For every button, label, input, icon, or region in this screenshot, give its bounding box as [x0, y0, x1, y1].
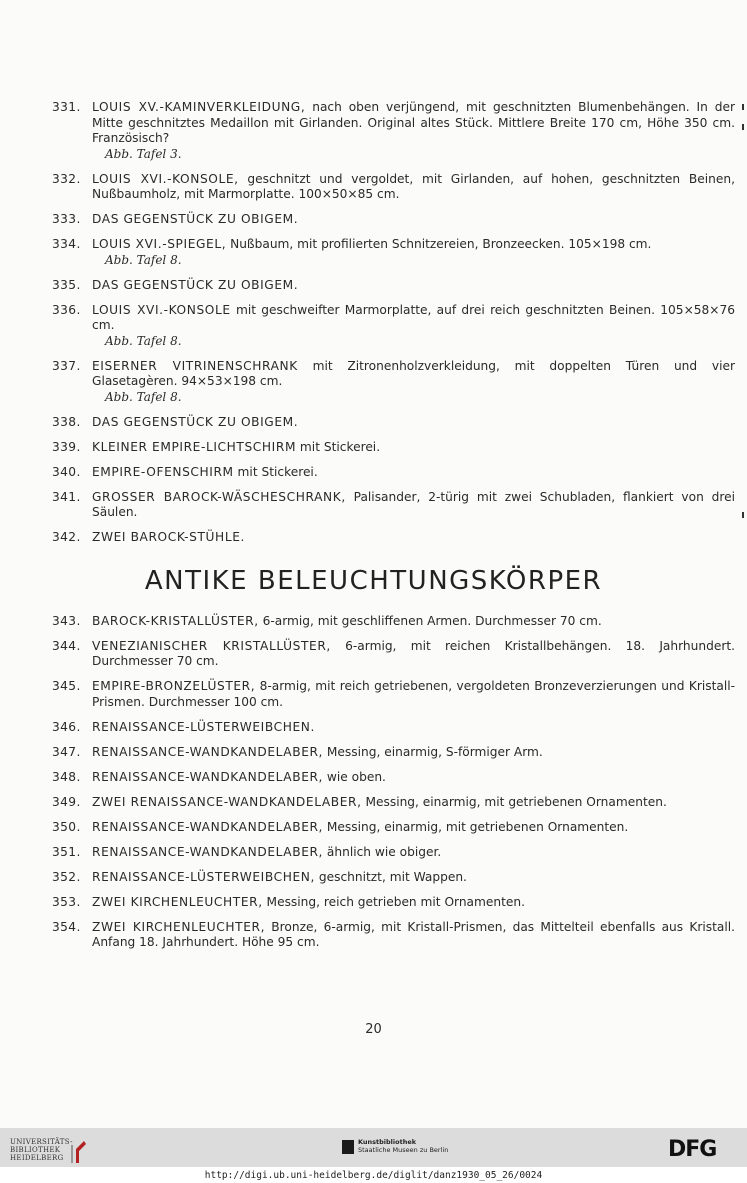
- entry-number: 340.: [52, 464, 81, 479]
- entry-number: 354.: [52, 919, 81, 934]
- university-library-logo[interactable]: [10, 1138, 73, 1162]
- entry-title: BAROCK-KRISTALLÜSTER,: [92, 613, 259, 628]
- entry-title: LOUIS XVI.-KONSOLE,: [92, 171, 239, 186]
- entry-title: RENAISSANCE-WANDKANDELABER,: [92, 844, 324, 859]
- entry-title: DAS GEGENSTÜCK ZU OBIGEM.: [92, 277, 299, 292]
- catalog-entry: [0, 795, 747, 811]
- entry-number: 348.: [52, 769, 81, 784]
- edge-mark: [742, 512, 744, 518]
- kunstbibliothek-logo[interactable]: [358, 1138, 448, 1154]
- entry-description: ähnlich wie obiger.: [323, 844, 442, 859]
- catalog-entry: [0, 415, 747, 431]
- entry-title: LOUIS XVI.-KONSOLE: [92, 302, 231, 317]
- furniture-entries: [0, 100, 747, 546]
- entry-number: 347.: [52, 744, 81, 759]
- entry-title: DAS GEGENSTÜCK ZU OBIGEM.: [92, 414, 299, 429]
- kb-line1: Kunstbibliothek: [358, 1138, 417, 1146]
- entry-number: 353.: [52, 894, 81, 909]
- entry-number: 352.: [52, 869, 81, 884]
- entry-description: nach oben verjüngend, mit geschnitzten Blumenbehängen. In der Mitte geschnitztes Medaillon mit Girlanden. Original altes Stück. Mittlere Breite 170 cm, Höhe 350 cm. Französisch?: [92, 100, 735, 145]
- entry-plate-reference: Abb. Tafel 8.: [105, 252, 182, 267]
- edge-mark: [742, 124, 744, 130]
- catalog-entry: [0, 820, 747, 836]
- entry-title: RENAISSANCE-WANDKANDELABER,: [92, 769, 324, 784]
- entry-number: 337.: [52, 358, 81, 373]
- catalog-entry: [0, 870, 747, 886]
- catalog-entry: [0, 920, 747, 951]
- entry-number: 346.: [52, 719, 81, 734]
- entry-title: RENAISSANCE-LÜSTERWEIBCHEN,: [92, 869, 315, 884]
- source-url[interactable]: http://digi.ub.uni-heidelberg.de/diglit/danz1930_05_26/0024: [204, 1170, 543, 1181]
- lighting-entries: [0, 614, 747, 951]
- entry-title: DAS GEGENSTÜCK ZU OBIGEM.: [92, 212, 299, 226]
- entry-number: 331.: [52, 100, 81, 114]
- entry-description: 6-armig, mit geschliffenen Armen. Durchmesser 70 cm.: [258, 613, 602, 628]
- catalog-entry: [0, 100, 747, 162]
- entry-number: 334.: [52, 237, 81, 251]
- entry-number: 335.: [52, 277, 81, 292]
- entry-description: mit Zitronenholzverkleidung, mit doppelten Türen und vier Glasetagèren. 94×53×198 cm.: [92, 358, 736, 388]
- entry-title: LOUIS XV.-KAMINVERKLEIDUNG,: [92, 100, 306, 114]
- entry-plate-reference: Abb. Tafel 8.: [105, 333, 182, 348]
- entry-title: ZWEI RENAISSANCE-WANDKANDELABER,: [92, 794, 362, 809]
- catalog-entry: [0, 212, 747, 228]
- entry-description: mit geschweifter Marmorplatte, auf drei reich geschnitzten Beinen. 105×58×76 cm.: [92, 302, 736, 332]
- entry-description: Messing, reich getrieben mit Ornamenten.: [262, 894, 525, 909]
- entry-title: RENAISSANCE-WANDKANDELABER,: [92, 819, 324, 834]
- edge-mark: [742, 104, 744, 110]
- catalog-entry: [0, 614, 747, 630]
- entry-number: 338.: [52, 414, 81, 429]
- catalog-entry: [0, 745, 747, 761]
- entry-number: 351.: [52, 844, 81, 859]
- entry-description: Nußbaum, mit profilierten Schnitzereien, Bronzeecken. 105×198 cm.: [226, 237, 652, 251]
- entry-title: LOUIS XVI.-SPIEGEL,: [92, 237, 227, 251]
- section-heading: ANTIKE BELEUCHTUNGSKÖRPER: [144, 565, 603, 596]
- footer-band: [0, 1128, 747, 1167]
- catalog-entry: [0, 490, 747, 521]
- kb-line2: Staatliche Museen zu Berlin: [358, 1146, 449, 1154]
- entry-title: ZWEI KIRCHENLEUCHTER,: [92, 894, 263, 909]
- entry-description: geschnitzt und vergoldet, mit Girlanden, auf hohen, geschnitzten Beinen, Nußbaumholz, mit Marmorplatte. 100×50×85 cm.: [92, 171, 735, 201]
- entry-number: 333.: [52, 212, 81, 226]
- entry-title: ZWEI KIRCHENLEUCHTER,: [92, 919, 266, 934]
- catalog-entry: [0, 679, 747, 710]
- entry-description: geschnitzt, mit Wappen.: [315, 869, 467, 884]
- catalog-entry: [0, 770, 747, 786]
- catalog-entry: [0, 530, 747, 546]
- entry-number: 344.: [52, 638, 81, 653]
- catalog-entry: [0, 895, 747, 911]
- dfg-logo[interactable]: DFG: [668, 1137, 717, 1162]
- catalog-entry: [0, 172, 747, 203]
- entry-number: 345.: [52, 679, 81, 693]
- entry-number: 343.: [52, 613, 81, 628]
- entry-list: [0, 100, 747, 960]
- uni-line1: UNIVERSITÄTS-: [10, 1138, 73, 1146]
- entry-plate-reference: Abb. Tafel 3.: [105, 146, 182, 161]
- entry-description: wie oben.: [323, 769, 386, 784]
- entry-plate-reference: Abb. Tafel 8.: [105, 389, 182, 404]
- catalog-entry: [0, 639, 747, 670]
- catalog-entry: [0, 303, 747, 350]
- page-number: 20: [365, 1022, 382, 1037]
- catalog-entry: [0, 720, 747, 736]
- entry-title: RENAISSANCE-LÜSTERWEIBCHEN.: [92, 719, 315, 734]
- entry-title: ZWEI BAROCK-STÜHLE.: [92, 530, 245, 544]
- entry-title: EMPIRE-OFENSCHIRM: [92, 464, 234, 479]
- uni-line3: HEIDELBERG: [10, 1154, 64, 1162]
- entry-number: 342.: [52, 530, 81, 544]
- catalog-entry: [0, 237, 747, 268]
- entry-description: Messing, einarmig, S-förmiger Arm.: [323, 744, 543, 759]
- entry-number: 332.: [52, 171, 81, 186]
- entry-title: KLEINER EMPIRE-LICHTSCHIRM: [92, 439, 297, 454]
- entry-title: EISERNER VITRINENSCHRANK: [92, 358, 298, 373]
- catalog-entry: [0, 278, 747, 294]
- entry-title: VENEZIANISCHER KRISTALLÜSTER,: [92, 638, 331, 653]
- entry-title: RENAISSANCE-WANDKANDELABER,: [92, 744, 324, 759]
- entry-number: 339.: [52, 439, 81, 454]
- entry-number: 336.: [52, 302, 81, 317]
- entry-number: 349.: [52, 794, 81, 809]
- entry-title: EMPIRE-BRONZELÜSTER,: [92, 679, 256, 693]
- entry-description: 8-armig, mit reich getriebenen, vergoldeten Bronzeverzierungen und Kristall-Prismen. Durchmesser 100 cm.: [92, 679, 735, 709]
- catalog-entry: [0, 440, 747, 456]
- entry-description: mit Stickerei.: [296, 439, 381, 454]
- catalog-entry: [0, 845, 747, 861]
- catalog-entry: [0, 465, 747, 481]
- catalog-entry: [0, 359, 747, 406]
- entry-number: 341.: [52, 489, 81, 504]
- uni-line2: BIBLIOTHEK: [10, 1146, 61, 1154]
- entry-description: mit Stickerei.: [233, 464, 318, 479]
- university-seal-icon: [70, 1139, 90, 1165]
- entry-number: 350.: [52, 819, 81, 834]
- entry-description: Messing, einarmig, mit getriebenen Ornamenten.: [323, 819, 629, 834]
- kunstbibliothek-logo-icon: [342, 1140, 354, 1154]
- entry-description: Palisander, 2-türig mit zwei Schubladen, flankiert von drei Säulen.: [92, 489, 735, 519]
- entry-description: Bronze, 6-armig, mit Kristall-Prismen, das Mittelteil ebenfalls aus Kristall. Anfang 18. Jahrhundert. Höhe 95 cm.: [92, 919, 735, 949]
- entry-title: GROSSER BAROCK-WÄSCHESCHRANK,: [92, 489, 346, 504]
- entry-description: Messing, einarmig, mit getriebenen Ornamenten.: [361, 794, 667, 809]
- entry-description: 6-armig, mit reichen Kristallbehängen. 18. Jahrhundert. Durchmesser 70 cm.: [92, 638, 735, 668]
